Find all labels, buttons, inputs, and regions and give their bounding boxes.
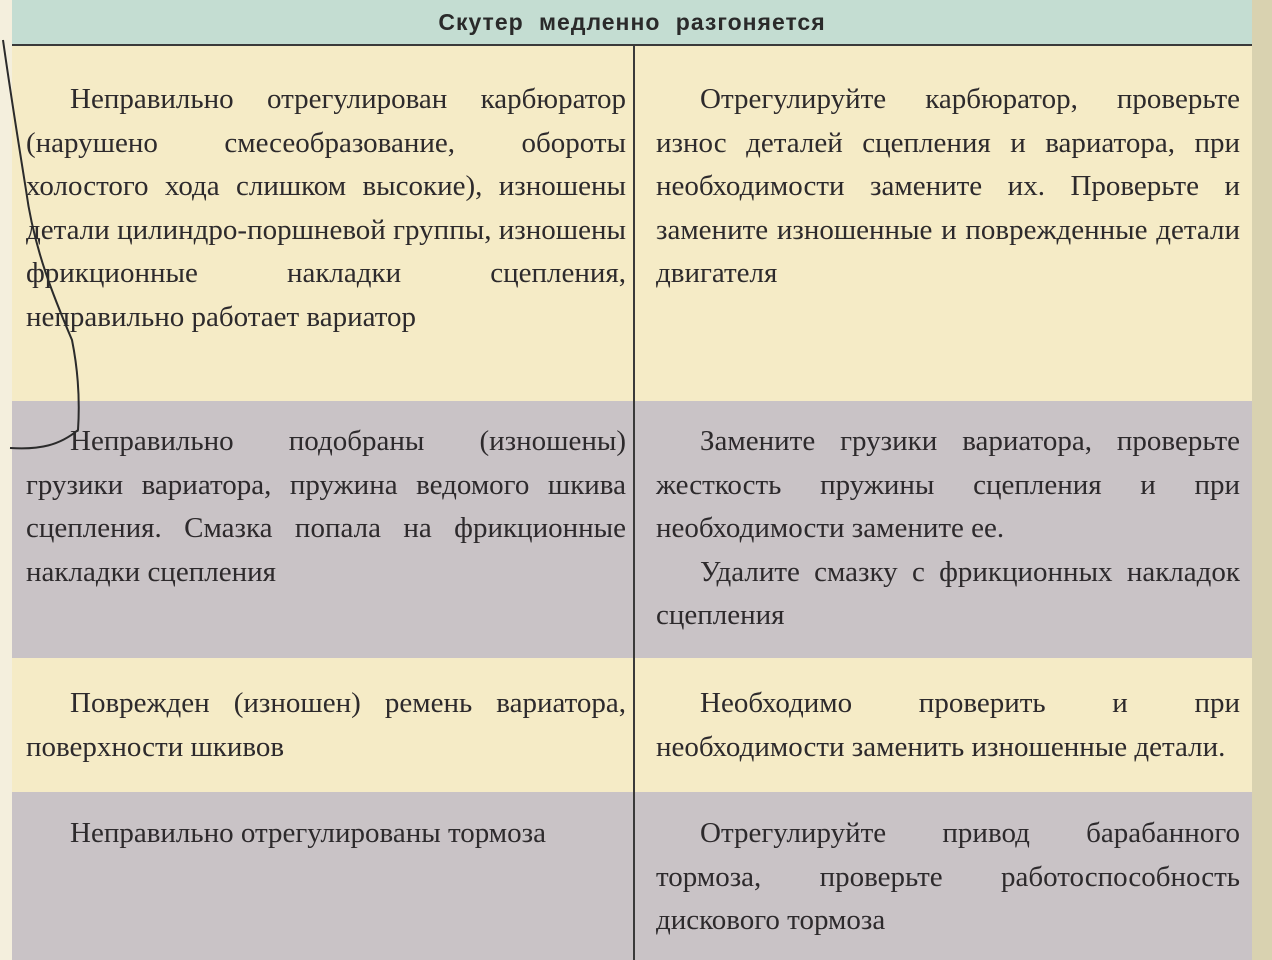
table-header	[12, 0, 1252, 46]
cause-cell	[26, 682, 626, 769]
cause-text: Неправильно отрегулированы тормоза	[70, 817, 546, 849]
table-row	[12, 792, 1252, 960]
table-row	[12, 401, 1252, 658]
column-divider	[633, 44, 635, 960]
remedy-text: Удалите смазку с фрикционных накладок сцепления	[656, 555, 1240, 631]
remedy-cell	[656, 682, 1240, 769]
remedy-cell	[656, 420, 1240, 638]
cause-cell	[26, 420, 626, 594]
remedy-text: Отрегулируйте привод барабанного тормоза, проверьте работоспособность дискового тормоза	[656, 817, 1240, 936]
cause-text: Неправильно отрегулирован карбюратор (нарушено смесеобразование, обороты холостого хода слишком высокие), изношены детали цилиндро-поршневой группы, изношены фрикционные накладки сцепления, неправильно работает вариатор	[26, 83, 626, 333]
remedy-cell	[656, 78, 1240, 296]
cause-cell	[26, 812, 626, 856]
table-title: Скутер медленно разгоняется	[438, 8, 826, 35]
table-row	[12, 658, 1252, 792]
remedy-text: Необходимо проверить и при необходимости заменить изношенные детали.	[656, 687, 1240, 763]
cause-cell	[26, 78, 626, 339]
page-edge	[1252, 0, 1272, 960]
cause-text: Неправильно подобраны (изношены) грузики вариатора, пружина ведомого шкива сцепления. Смазка попала на фрикционные накладки сцепления	[26, 425, 626, 588]
remedy-text: Отрегулируйте карбюратор, проверьте износ деталей сцепления и вариатора, при необходимости замените их. Проверьте и замените изношенные и поврежденные детали двигателя	[656, 83, 1240, 289]
remedy-cell	[656, 812, 1240, 943]
cause-text: Поврежден (изношен) ремень вариатора, поверхности шкивов	[26, 687, 626, 763]
table-row	[12, 46, 1252, 401]
pen-mark	[0, 0, 90, 460]
remedy-text: Замените грузики вариатора, проверьте жесткость пружины сцепления и при необходимости замените ее.	[656, 425, 1240, 544]
